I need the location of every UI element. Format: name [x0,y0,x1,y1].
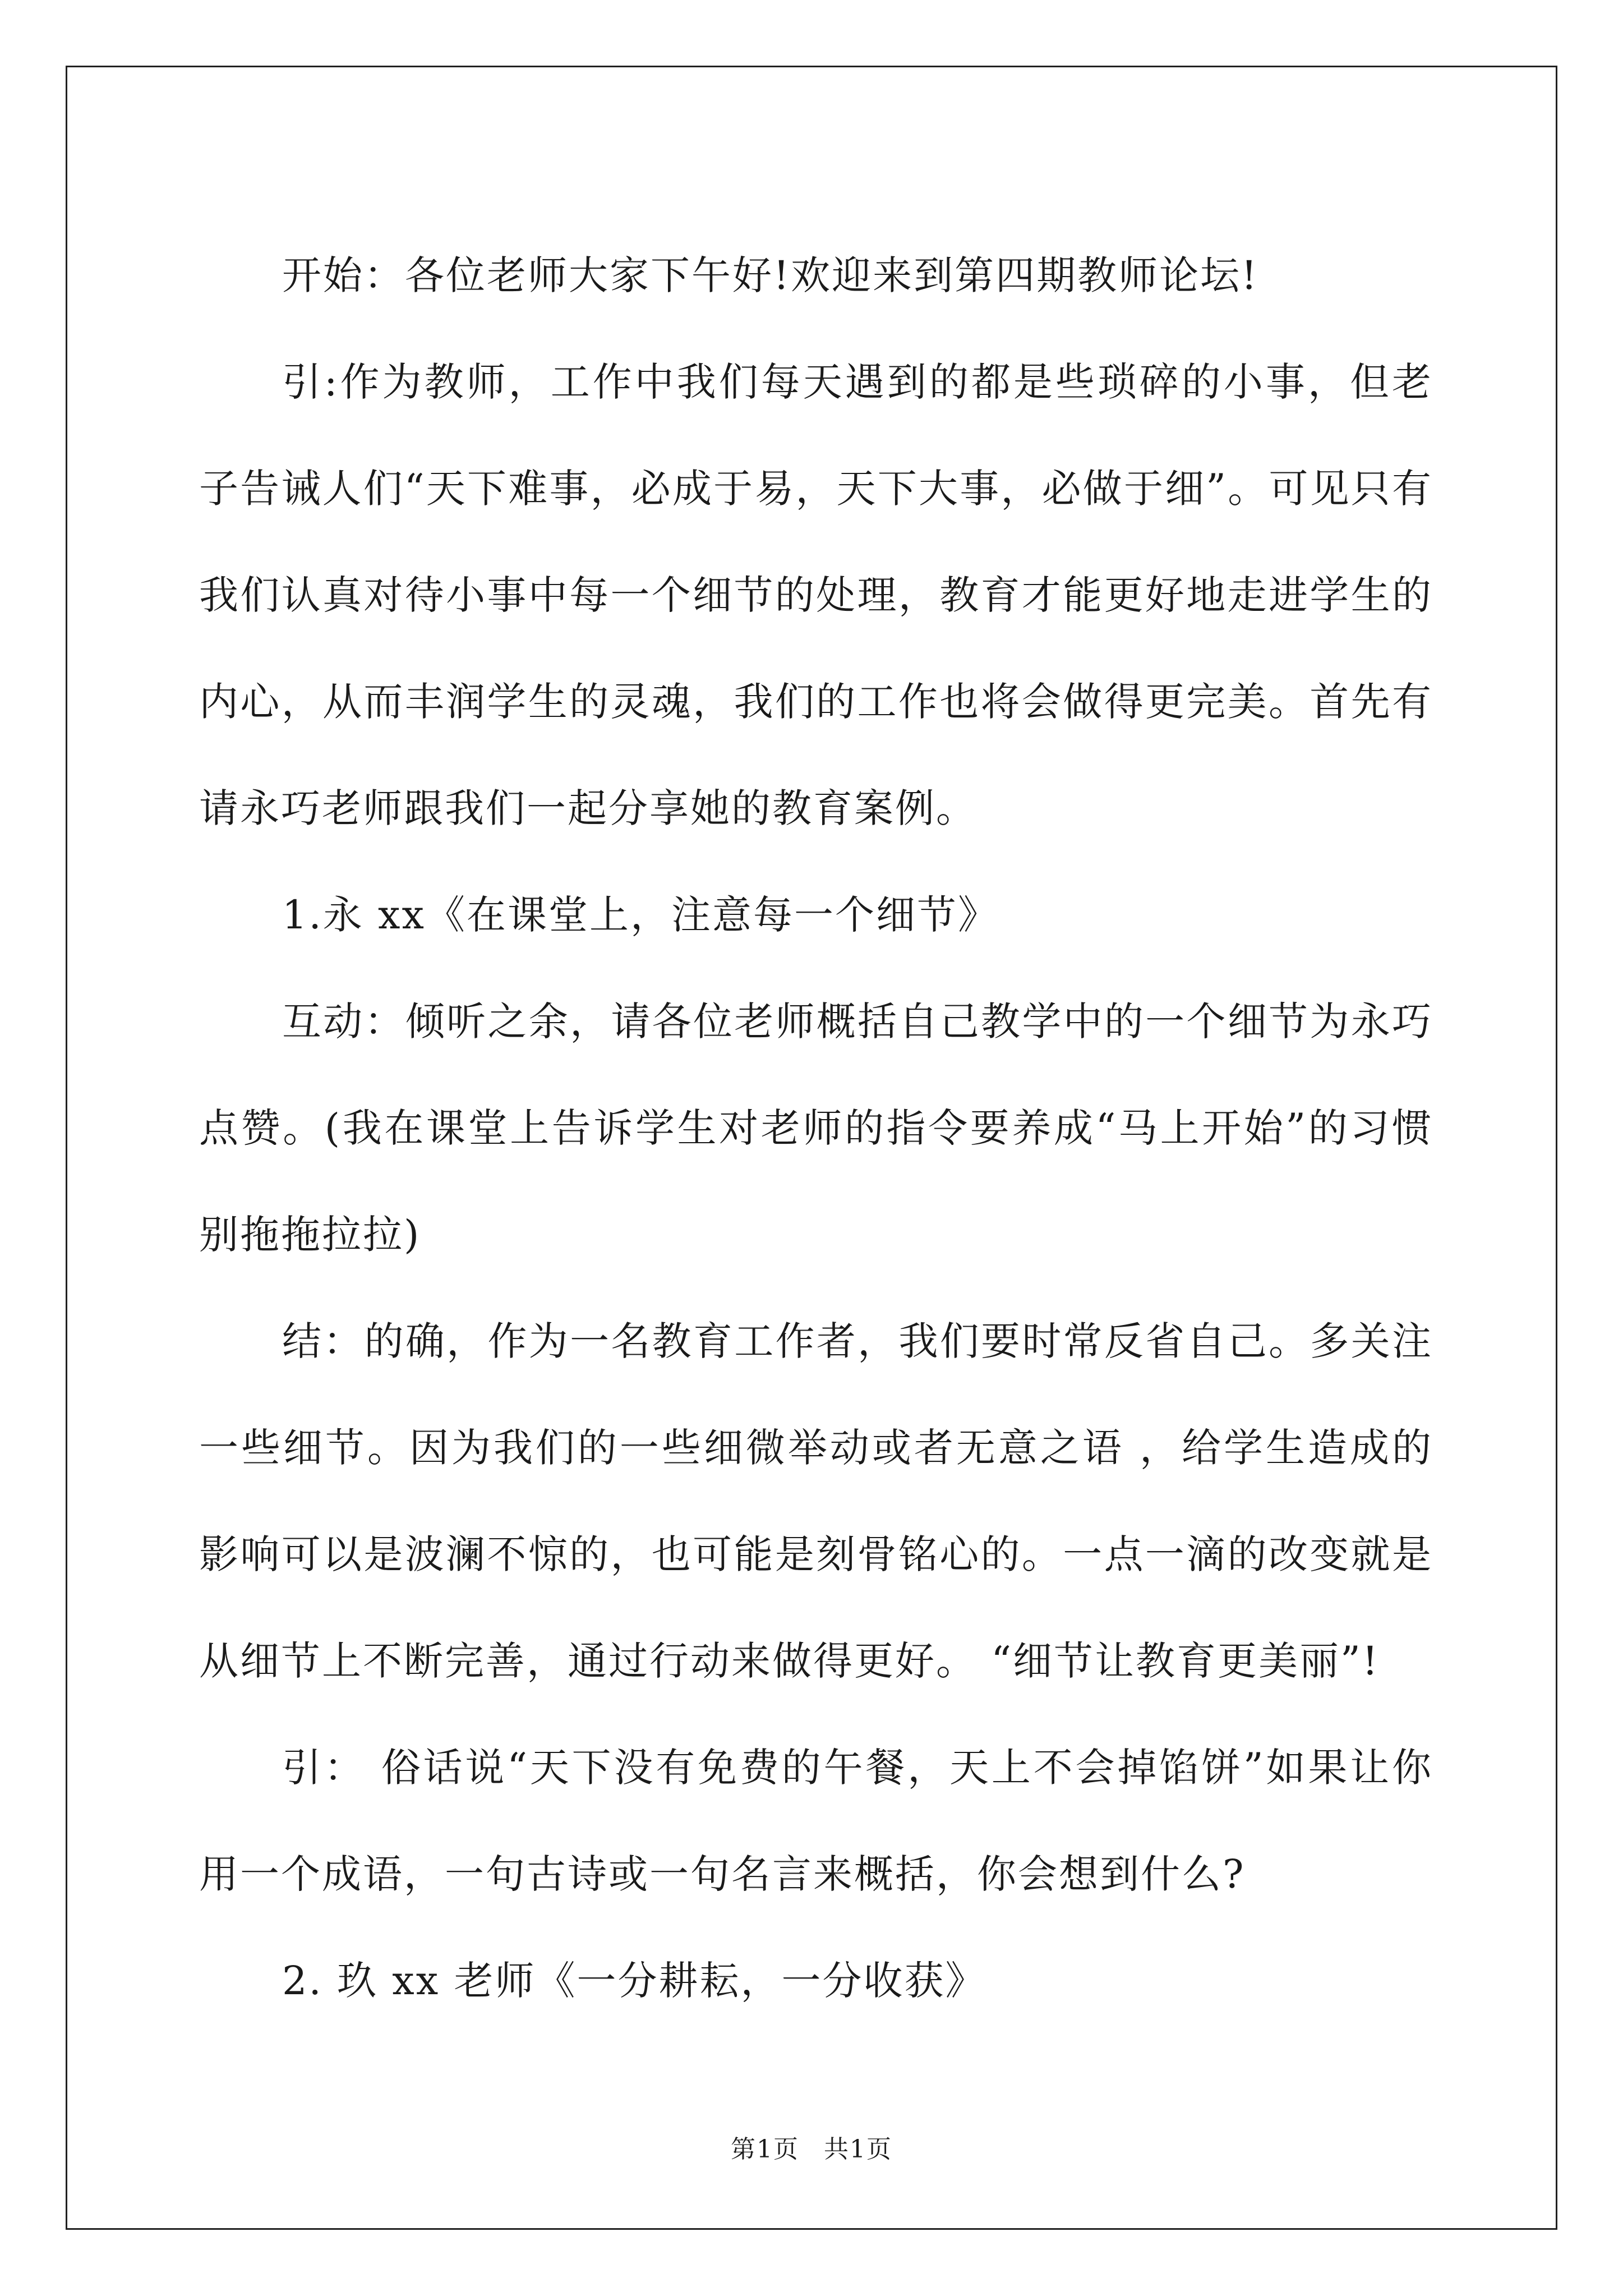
page-total: 共1页 [824,2135,892,2164]
document-body [199,222,1433,2034]
page-footer [0,2129,1623,2165]
paragraph-item-2: 2. 玖 xx 老师《一分耕耘，一分收获》 [282,1958,986,2004]
paragraph-opening: 开始：各位老师大家下午好!欢迎来到第四期教师论坛! [282,252,1259,298]
paragraph-item-1: 1.永 xx《在课堂上，注意每一个细节》 [282,892,999,938]
paragraph-intro-1: 引:作为教师，工作中我们每天遇到的都是些琐碎的小事，但老子告诫人们“天下难事，必成于易，天下大事，必做于细”。可见只有我们认真对待小事中每一个细节的处理，教育才能更好地走进学生的内心，从而丰润学生的灵魂，我们的工作也将会做得更完美。首先有请永巧老师跟我们一起分享她的教育案例。 [199,359,1433,831]
paragraph-conclusion: 结：的确，作为一名教育工作者，我们要时常反省自己。多关注一些细节。因为我们的一些细微举动或者无意之语 ，给学生造成的影响可以是波澜不惊的，也可能是刻骨铭心的。一点一滴的改变就是从细节上不断完善，通过行动来做得更好。 “细节让教育更美丽”! [199,1318,1433,1684]
page-number: 第1页 [731,2135,799,2164]
paragraph-interaction: 互动：倾听之余，请各位老师概括自己教学中的一个细节为永巧点赞。(我在课堂上告诉学生对老师的指令要养成“马上开始”的习惯别拖拖拉拉) [199,999,1433,1258]
paragraph-intro-2: 引： 俗话说“天下没有免费的午餐，天上不会掉馅饼”如果让你用一个成语，一句古诗或一句名言来概括，你会想到什么? [199,1745,1433,1897]
